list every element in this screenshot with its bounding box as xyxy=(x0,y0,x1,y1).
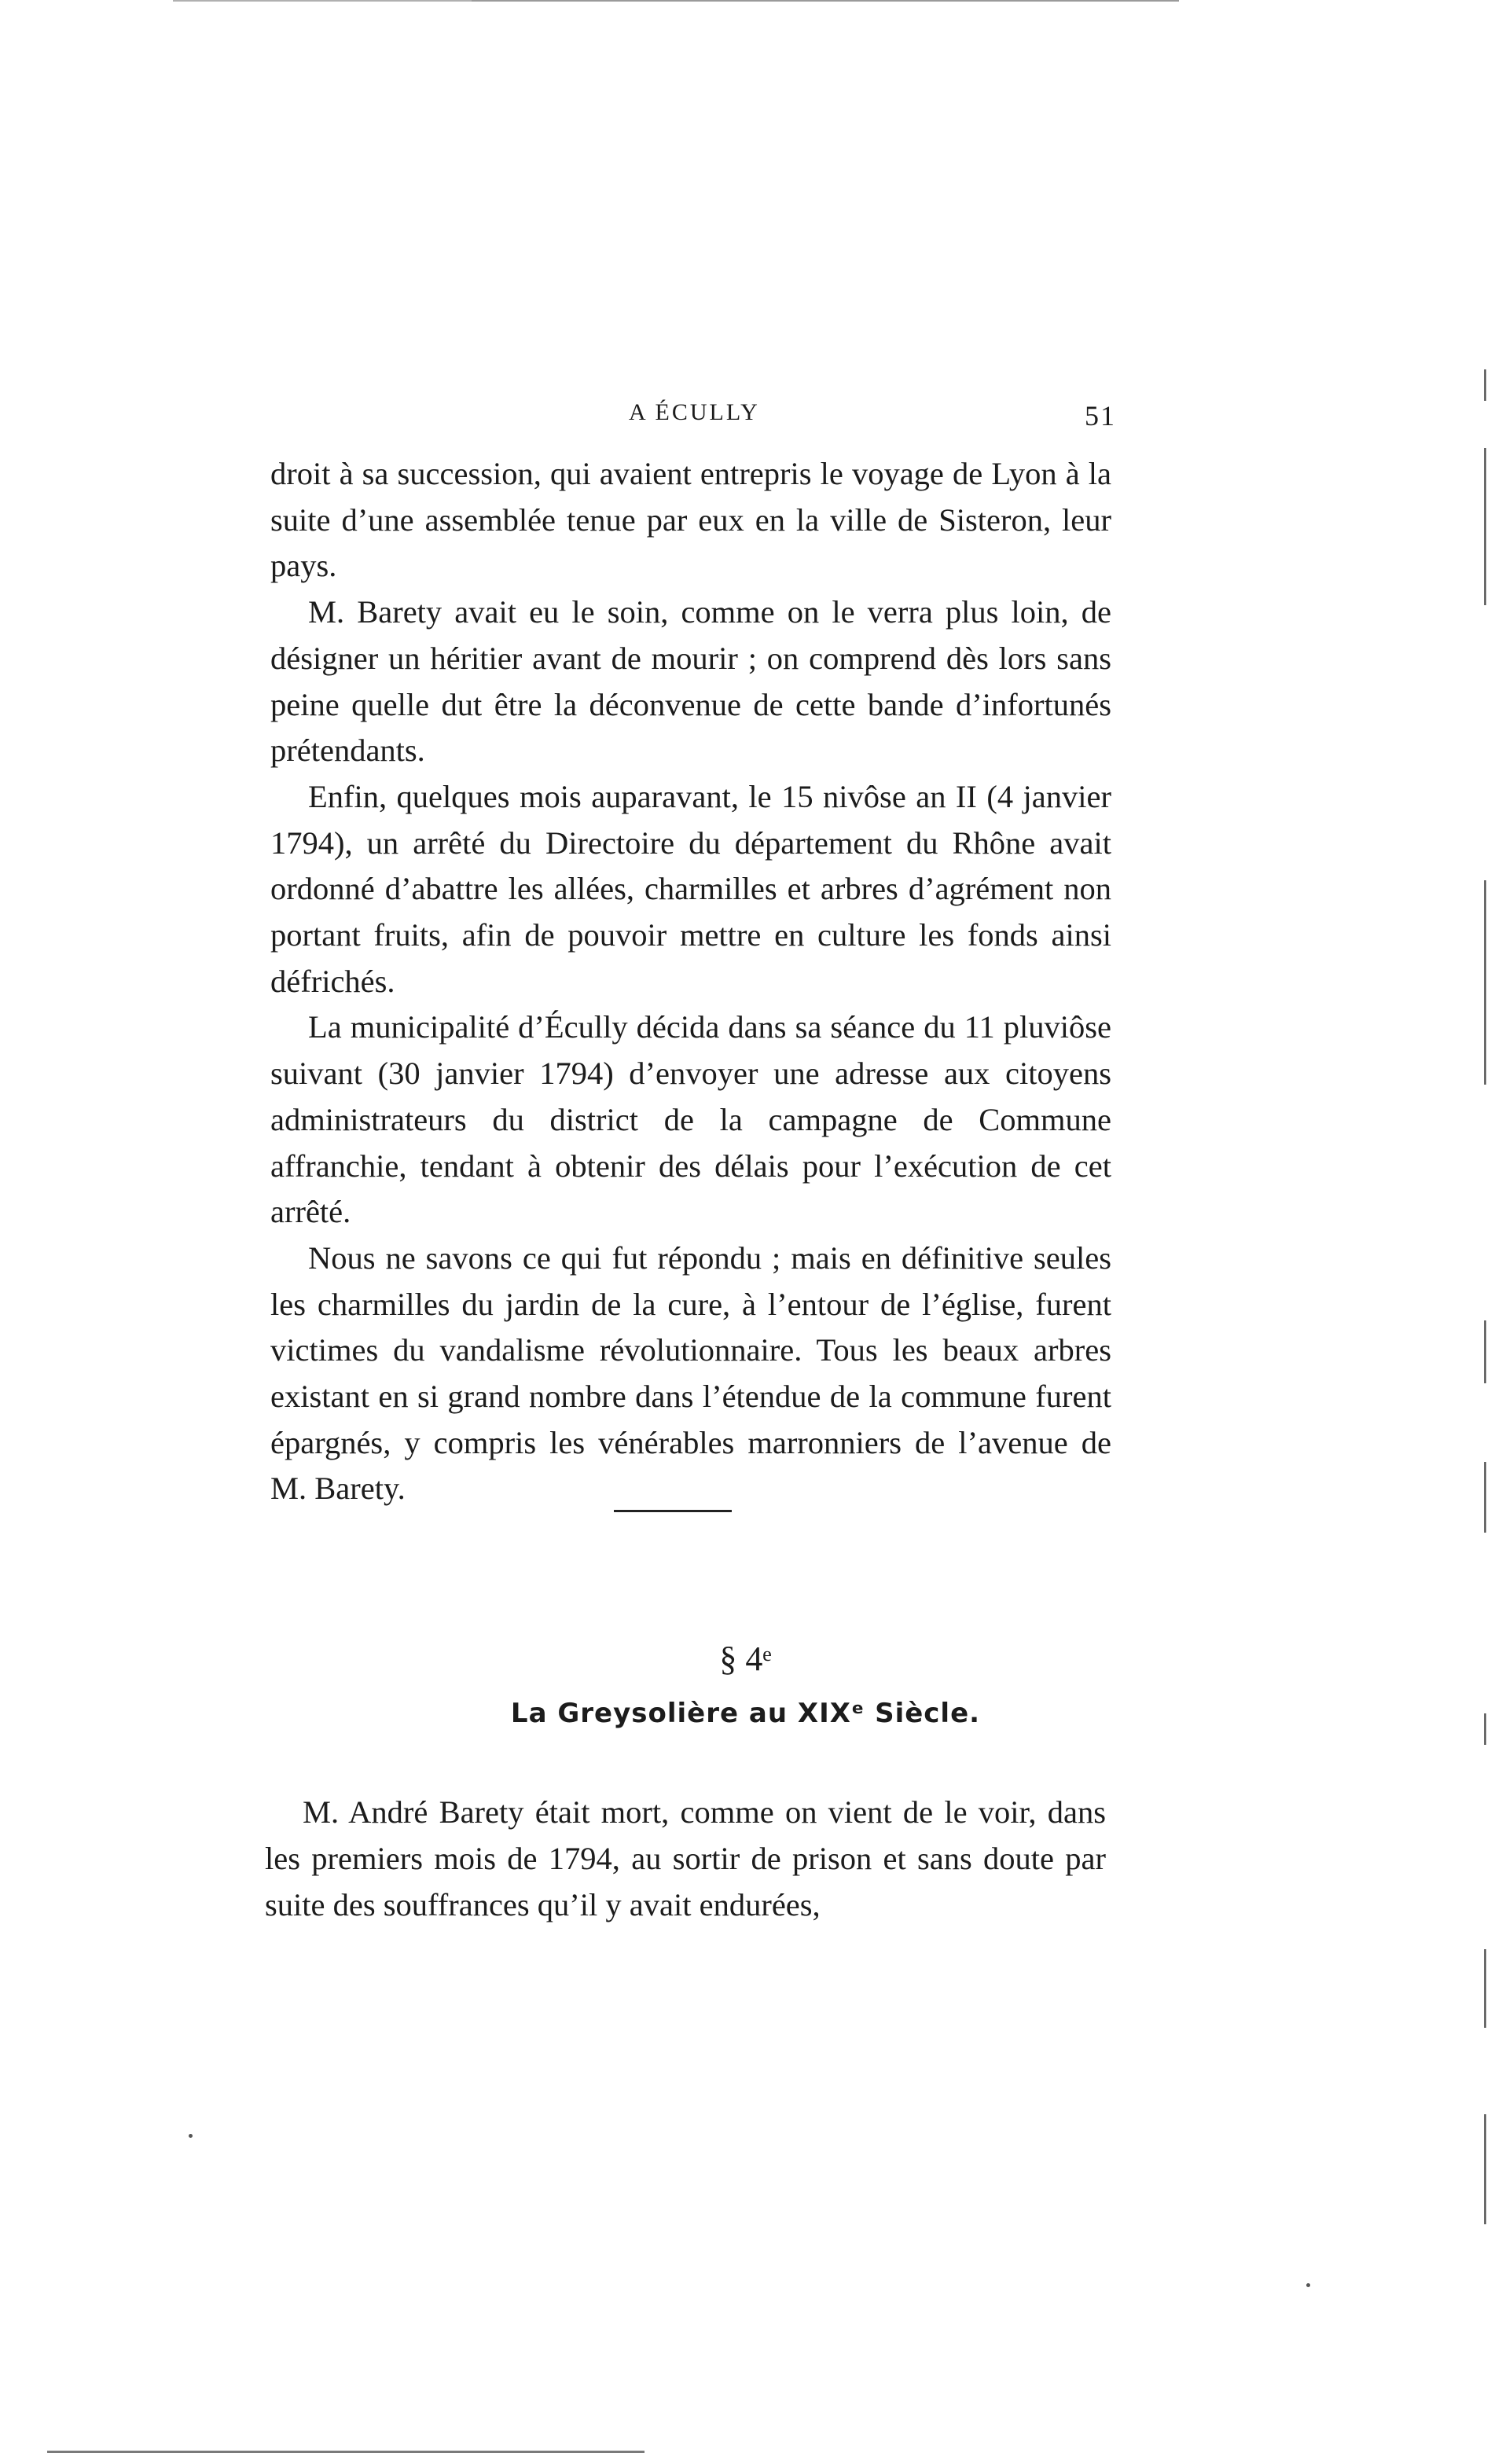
scan-speck xyxy=(189,2134,193,2138)
scan-speck xyxy=(1306,2283,1310,2287)
scan-edge-right-mark xyxy=(1484,1949,1486,2028)
scan-edge-right-mark xyxy=(1484,2114,1486,2224)
paragraph: La municipalité d’Écully décida dans sa séance du 11 pluviôse suivant (30 janvier 1794) d’envoyer une adresse aux citoyens administrateurs du district de la campagne de Commune affranchie, tendant à obtenir des délais pour l’exécution de cet arrêté. xyxy=(270,1009,1111,1230)
scan-edge-right-mark xyxy=(1484,880,1486,1085)
scan-edge-right-mark xyxy=(1484,1320,1486,1383)
running-title: A ÉCULLY xyxy=(629,399,760,425)
section-text xyxy=(265,1789,1106,1928)
page-number: 51 xyxy=(1085,400,1116,431)
section-divider xyxy=(614,1510,732,1512)
scan-edge-right-mark xyxy=(1484,369,1486,401)
scan-edge-right-mark xyxy=(1484,448,1486,605)
paragraph: Nous ne savons ce qui fut répondu ; mais en définitive seules les charmilles du jardin de la cure, à l’entour de l’église, furent victimes du vandalisme révolutionnaire. Tous les beaux arbres existant en si grand nombre dans l’étendue de la commune furent épargnés, y compris les vénérables marronniers de l’avenue de M. Barety. xyxy=(270,1239,1111,1507)
paragraph: Enfin, quelques mois auparavant, le 15 nivôse an II (4 janvier 1794), un arrêté du Directoire du département du Rhône avait ordonné d’abattre les allées, charmilles et arbres d’agrément non portant fruits, afin de pouvoir mettre en culture les fonds ainsi défrichés. xyxy=(270,778,1111,999)
section-mark: § 4ᵉ xyxy=(719,1640,772,1678)
scan-edge-bottom xyxy=(47,2451,645,2453)
scan-edge-top xyxy=(472,0,1179,2)
paragraph: M. Barety avait eu le soin, comme on le verra plus loin, de désigner un héritier avant de mourir ; on comprend dès lors sans peine quelle dut être la déconvenue de cette bande d’infortunés prétendants. xyxy=(270,594,1111,769)
scan-edge-right-mark xyxy=(1484,1462,1486,1533)
main-text xyxy=(270,451,1111,1512)
scan-edge-top-left xyxy=(173,0,472,2)
paragraph: M. André Barety était mort, comme on vient de le voir, dans les premiers mois de 1794, au sortir de prison et sans doute par suite des souffrances qu’il y avait endurées, xyxy=(265,1794,1106,1922)
section-title: La Greysolière au XIXᵉ Siècle. xyxy=(510,1698,981,1729)
paragraph: droit à sa succession, qui avaient entrepris le voyage de Lyon à la suite d’une assemblée tenue par eux en la ville de Sisteron, leur pays. xyxy=(270,456,1111,584)
running-header xyxy=(275,399,1116,439)
